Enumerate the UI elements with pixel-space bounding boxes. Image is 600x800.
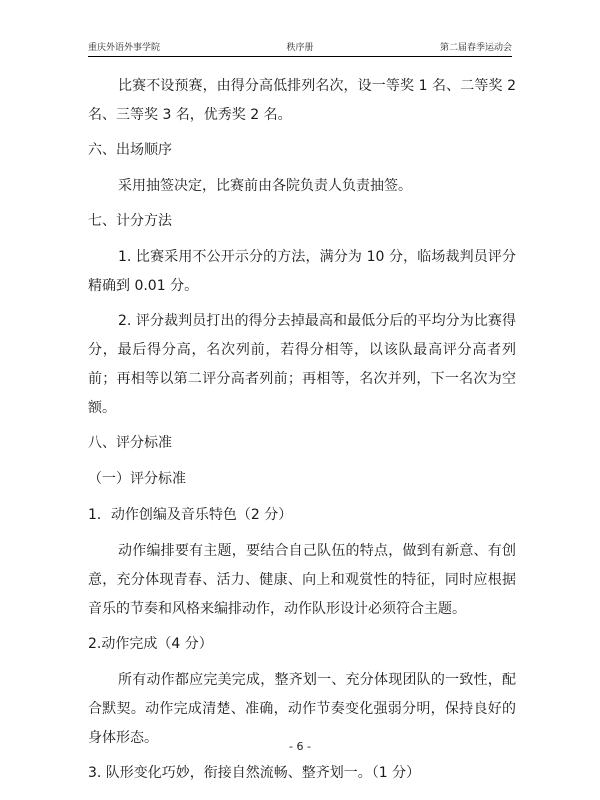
- heading-criteria: 八、评分标准: [88, 435, 172, 451]
- paragraph-scoring-1: 1. 比赛采用不公开示分的方法，满分为 10 分，临场裁判员评分精确到 0.01 分。: [88, 249, 516, 294]
- heading-scoring-method: 七、计分方法: [88, 213, 172, 229]
- paragraph-completion: 所有动作都应完美完成，整齐划一、充分体现团队的一致性，配合默契。动作完成清楚、准确，动作节奏变化强弱分明，保持良好的身体形态。: [88, 672, 516, 746]
- header-title: 秩序册: [286, 43, 314, 53]
- header-school-name: 重庆外语外事学院: [88, 43, 161, 53]
- paragraph-order: 采用抽签决定，比赛前由各院负责人负责抽签。: [118, 178, 412, 194]
- heading-order: 六、出场顺序: [88, 142, 172, 158]
- criterion-choreography: 1．动作创编及音乐特色（2 分）: [88, 507, 293, 523]
- criterion-formation: 3. 队形变化巧妙，衔接自然流畅、整齐划一。（1 分）: [88, 765, 421, 781]
- paragraph-awards: 比赛不设预赛，由得分高低排列名次，设一等奖 1 名、二等奖 2 名、三等奖 3 名，优秀奖 2 名。: [88, 78, 516, 123]
- paragraph-scoring-2: 2. 评分裁判员打出的得分去掉最高和最低分后的平均分为比赛得分，最后得分高，名次列前，若得分相等，以该队最高评分高者列前；再相等以第二评分高者列前；再相等，名次并列，下一名次为空额。: [88, 313, 516, 416]
- subheading-criteria: （一）评分标准: [88, 471, 186, 487]
- paragraph-choreography: 动作编排要有主题，要结合自己队伍的特点，做到有新意、有创意，充分体现青春、活力、健康、向上和观赏性的特征，同时应根据音乐的节奏和风格来编排动作，动作队形设计必须符合主题。: [88, 543, 516, 617]
- page-number: - 6 -: [289, 740, 311, 753]
- page-header: [88, 38, 512, 57]
- criterion-completion: 2.动作完成（4 分）: [88, 636, 213, 652]
- document-body: [88, 72, 516, 795]
- header-event-name: 第二届春季运动会: [439, 43, 512, 53]
